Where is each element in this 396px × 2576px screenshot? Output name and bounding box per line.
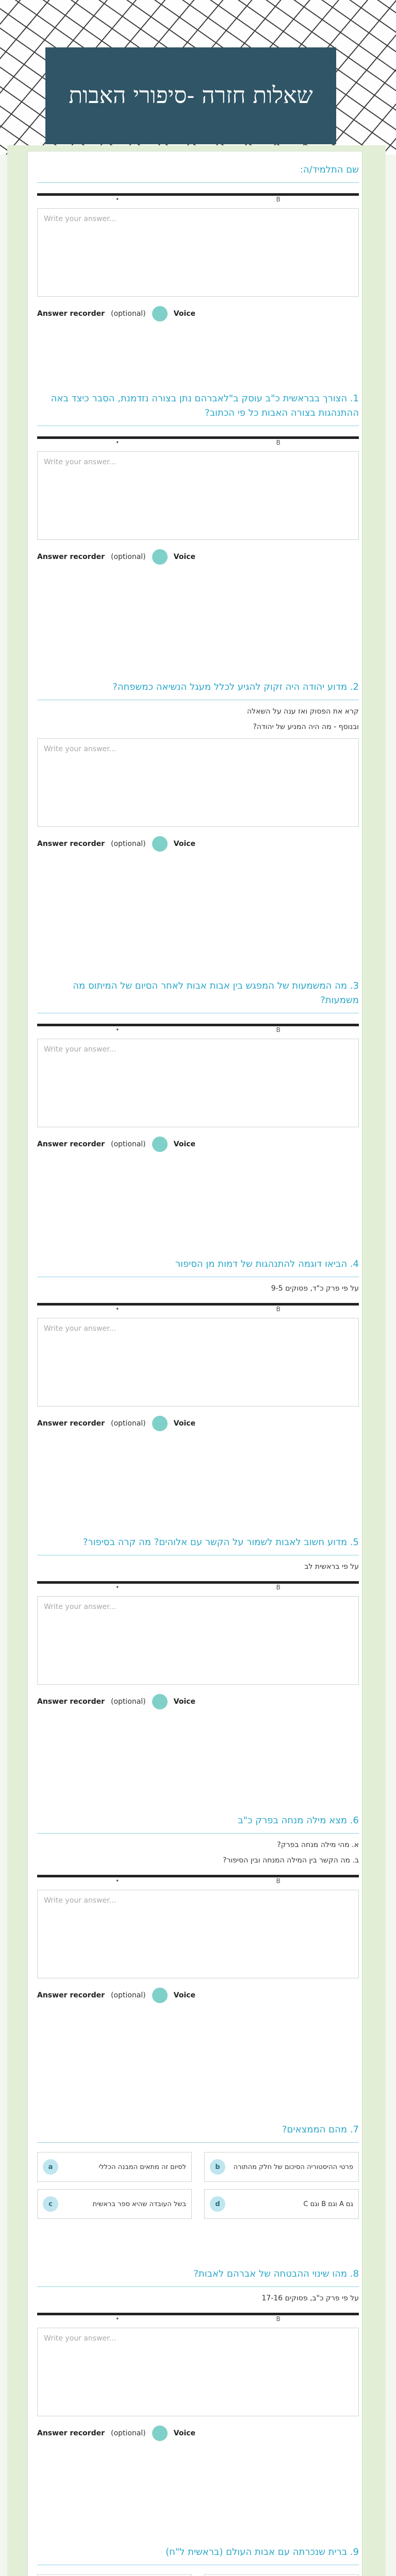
answer-recorder: Answer recorder (optional) Voice (37, 1416, 359, 1431)
question-3 (37, 979, 359, 1152)
answer-field[interactable]: Write your answer... (37, 1596, 359, 1685)
mc-option-b[interactable]: b פרטי ההיסטוריה הסיכום של חלק מהתורה (204, 2152, 359, 2182)
answer-field[interactable]: Write your answer... (37, 208, 359, 297)
question-2-help-2: ובנוסף - מה היה המניע של יהודה? (253, 723, 359, 731)
question-5 (37, 1535, 359, 1709)
voice-icon[interactable] (152, 549, 168, 565)
question-1-text: 1. הצורך בבראשית כ"ב עוסק ב"לאברהם נתן בצורה נזדמנת, הסבר כיצד באה ההתנהגות בצורה האבות כל פי הכתוב? (37, 392, 359, 426)
question-1 (37, 392, 359, 565)
format-toolbar[interactable]: • B (37, 1875, 359, 1890)
answer-field[interactable]: Write your answer... (37, 1318, 359, 1406)
answer-recorder: Answer recorder (optional) Voice (37, 1988, 359, 2003)
question-6-text: 6. מצא מילה מנחה בפרק כ"ב (37, 1814, 359, 1834)
answer-recorder: Answer recorder (optional) Voice (37, 549, 359, 565)
question-4-help: על פי פרק כ"ד, פסוקים 9-5 (271, 1284, 359, 1293)
question-2-text: 2. מדוע יהודה היה זקוק להגיע לכלל מעגל הנשיאה כמשפחה? (37, 680, 359, 700)
mc-question-2-text: 9. ברית שנכרתה עם אבות העולם (בראשית ל"ח) (37, 2545, 359, 2565)
answer-field[interactable]: Write your answer... (37, 2328, 359, 2416)
voice-icon[interactable] (152, 1416, 168, 1431)
format-toolbar[interactable]: • B (37, 436, 359, 451)
question-5-text: 5. מדוע חשוב לאבות לשמור על הקשר עם אלוהים? מה קרה בסיפור? (37, 1535, 359, 1555)
question-0-text: שם התלמיד/ה: (37, 163, 359, 183)
question-6 (37, 1814, 359, 2003)
question-4-text: 4. הביאו דוגמה להתנהגות של דמות מן הסיפור (37, 1257, 359, 1277)
question-8-text: 8. מהו שינוי ההבטחה של אברהם לאבות? (37, 2267, 359, 2287)
mc-option-d[interactable]: d גם A וגם B וגם C (204, 2189, 359, 2219)
mc-question-1-text: 7. מהם הממצאים? (37, 2123, 359, 2143)
answer-recorder: Answer recorder (optional) Voice (37, 1694, 359, 1709)
voice-icon[interactable] (152, 1137, 168, 1152)
mc-option-a[interactable]: a לסיום זה מתאים המבנה הכללי (37, 2152, 192, 2182)
voice-icon[interactable] (152, 836, 168, 852)
answer-recorder: Answer recorder (optional) Voice (37, 836, 359, 852)
answer-recorder: Answer recorder (optional) Voice (37, 2426, 359, 2441)
answer-recorder: Answer recorder (optional) Voice (37, 306, 359, 321)
mc-options (37, 2152, 359, 2219)
voice-icon[interactable] (152, 1694, 168, 1709)
answer-field[interactable]: Write your answer... (37, 1890, 359, 1978)
question-6-help: א. מהי מילה מנחה בפרק? (277, 1841, 359, 1849)
question-8 (37, 2267, 359, 2441)
voice-icon[interactable] (152, 2426, 168, 2441)
answer-recorder: Answer recorder (optional) Voice (37, 1137, 359, 1152)
answer-field[interactable]: Write your answer... (37, 738, 359, 827)
page-title: שאלות חזרה -סיפורי האבות (45, 47, 336, 144)
question-3-text: 3. מה המשמעות של המפגש בין אבות אבות לאחר הסיום של המיתוס מה משמעות? (37, 979, 359, 1013)
question-8-help: על פי פרק כ"ב, פסוקים 17-16 (261, 2294, 359, 2302)
format-toolbar[interactable]: • B (37, 193, 359, 208)
question-2-help: קרא את הפסוק ואז ענה על השאלה (247, 707, 359, 716)
format-toolbar[interactable]: • B (37, 1303, 359, 1318)
mc-option-c[interactable]: c בשל העובדה שהיא ספר בראשית (37, 2189, 192, 2219)
question-0 (37, 163, 359, 321)
question-5-help: על פי בראשית לב (304, 1563, 359, 1571)
question-6-help-2: ב. מה הקשר בין המילה המנחה ובין הסיפור? (223, 1856, 359, 1865)
answer-field[interactable]: Write your answer... (37, 451, 359, 540)
format-toolbar[interactable]: • B (37, 1581, 359, 1596)
format-toolbar[interactable]: • B (37, 1024, 359, 1039)
question-2 (37, 680, 359, 852)
question-4 (37, 1257, 359, 1431)
voice-icon[interactable] (152, 306, 168, 321)
voice-icon[interactable] (152, 1988, 168, 2003)
mc-question-1 (37, 2123, 359, 2219)
format-toolbar[interactable]: • B (37, 2313, 359, 2328)
mc-question-2 (37, 2545, 359, 2576)
answer-field[interactable]: Write your answer... (37, 1039, 359, 1127)
